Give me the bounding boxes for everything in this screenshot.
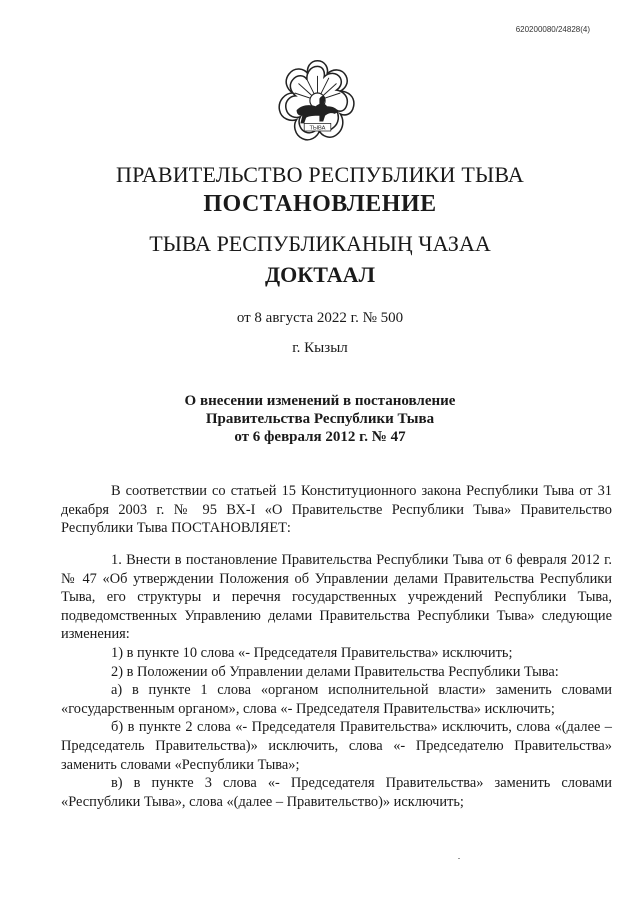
- item-1-sub-2-a: а) в пункте 1 слова «органом исполнительной власти» заменить словами «государственным органом», слова «- Председателя Правительства» исключить;: [61, 682, 612, 717]
- decree-subject-title: [0, 392, 640, 446]
- item-1: 1. Внести в постановление Правительства Республики Тыва от 6 февраля 2012 г. № 47 «Об утверждении Положения об Управлении делами Правительства Республики Тыва, его структуры и перечня государственных учреждений Республики Тыва, подведомственных Управлению делами Правительства Республики Тыва» следующие изменения:: [61, 552, 612, 643]
- item-1-sub-2: 2) в Положении об Управлении делами Правительства Республики Тыва:: [111, 663, 559, 680]
- decree-title-tuvan: ДОКТААЛ: [265, 262, 375, 287]
- title-line-1: О внесении изменений в постановление: [184, 393, 456, 409]
- coat-of-arms-emblem: [270, 55, 365, 150]
- item-1-sub-2-b: б) в пункте 2 слова «- Председателя Правительства» исключить, слова «(далее – Председатель Правительства)» исключить, слова «- Председателю Правительства» заменить словами «Республики Тыва»;: [61, 719, 612, 773]
- svg-text:ТЫВА: ТЫВА: [309, 125, 326, 132]
- decree-date-number: от 8 августа 2022 г. № 500: [236, 310, 404, 326]
- amendments-list: [61, 551, 612, 811]
- preamble-paragraph: [61, 482, 612, 538]
- decree-title-russian: ПОСТАНОВЛЕНИЕ: [203, 191, 437, 217]
- title-line-2: Правительства Республики Тыва: [205, 411, 435, 427]
- scan-speck: [458, 858, 460, 859]
- government-name-tuvan: ТЫВА РЕСПУБЛИКАНЫҢ ЧАЗАА: [149, 231, 491, 256]
- preamble-text: В соответствии со статьей 15 Конституционного закона Республики Тыва от 31 декабря 2003 г. № 95 ВХ-I «О Правительстве Республики Тыва» Правительство Республики Тыва ПОСТАНОВЛЯЕТ:: [61, 483, 612, 537]
- government-name-russian: ПРАВИТЕЛЬСТВО РЕСПУБЛИКИ ТЫВА: [116, 162, 524, 187]
- decree-city: г. Кызыл: [292, 340, 348, 356]
- item-1-sub-1: 1) в пункте 10 слова «- Председателя Правительства» исключить;: [111, 644, 513, 661]
- item-1-sub-2-v: в) в пункте 3 слова «- Председателя Правительства» заменить словами «Республики Тыва», слова «(далее – Правительство)» исключить;: [61, 775, 612, 810]
- title-line-3: от 6 февраля 2012 г. № 47: [234, 429, 406, 445]
- document-id: 620200080/24828(4): [515, 25, 590, 34]
